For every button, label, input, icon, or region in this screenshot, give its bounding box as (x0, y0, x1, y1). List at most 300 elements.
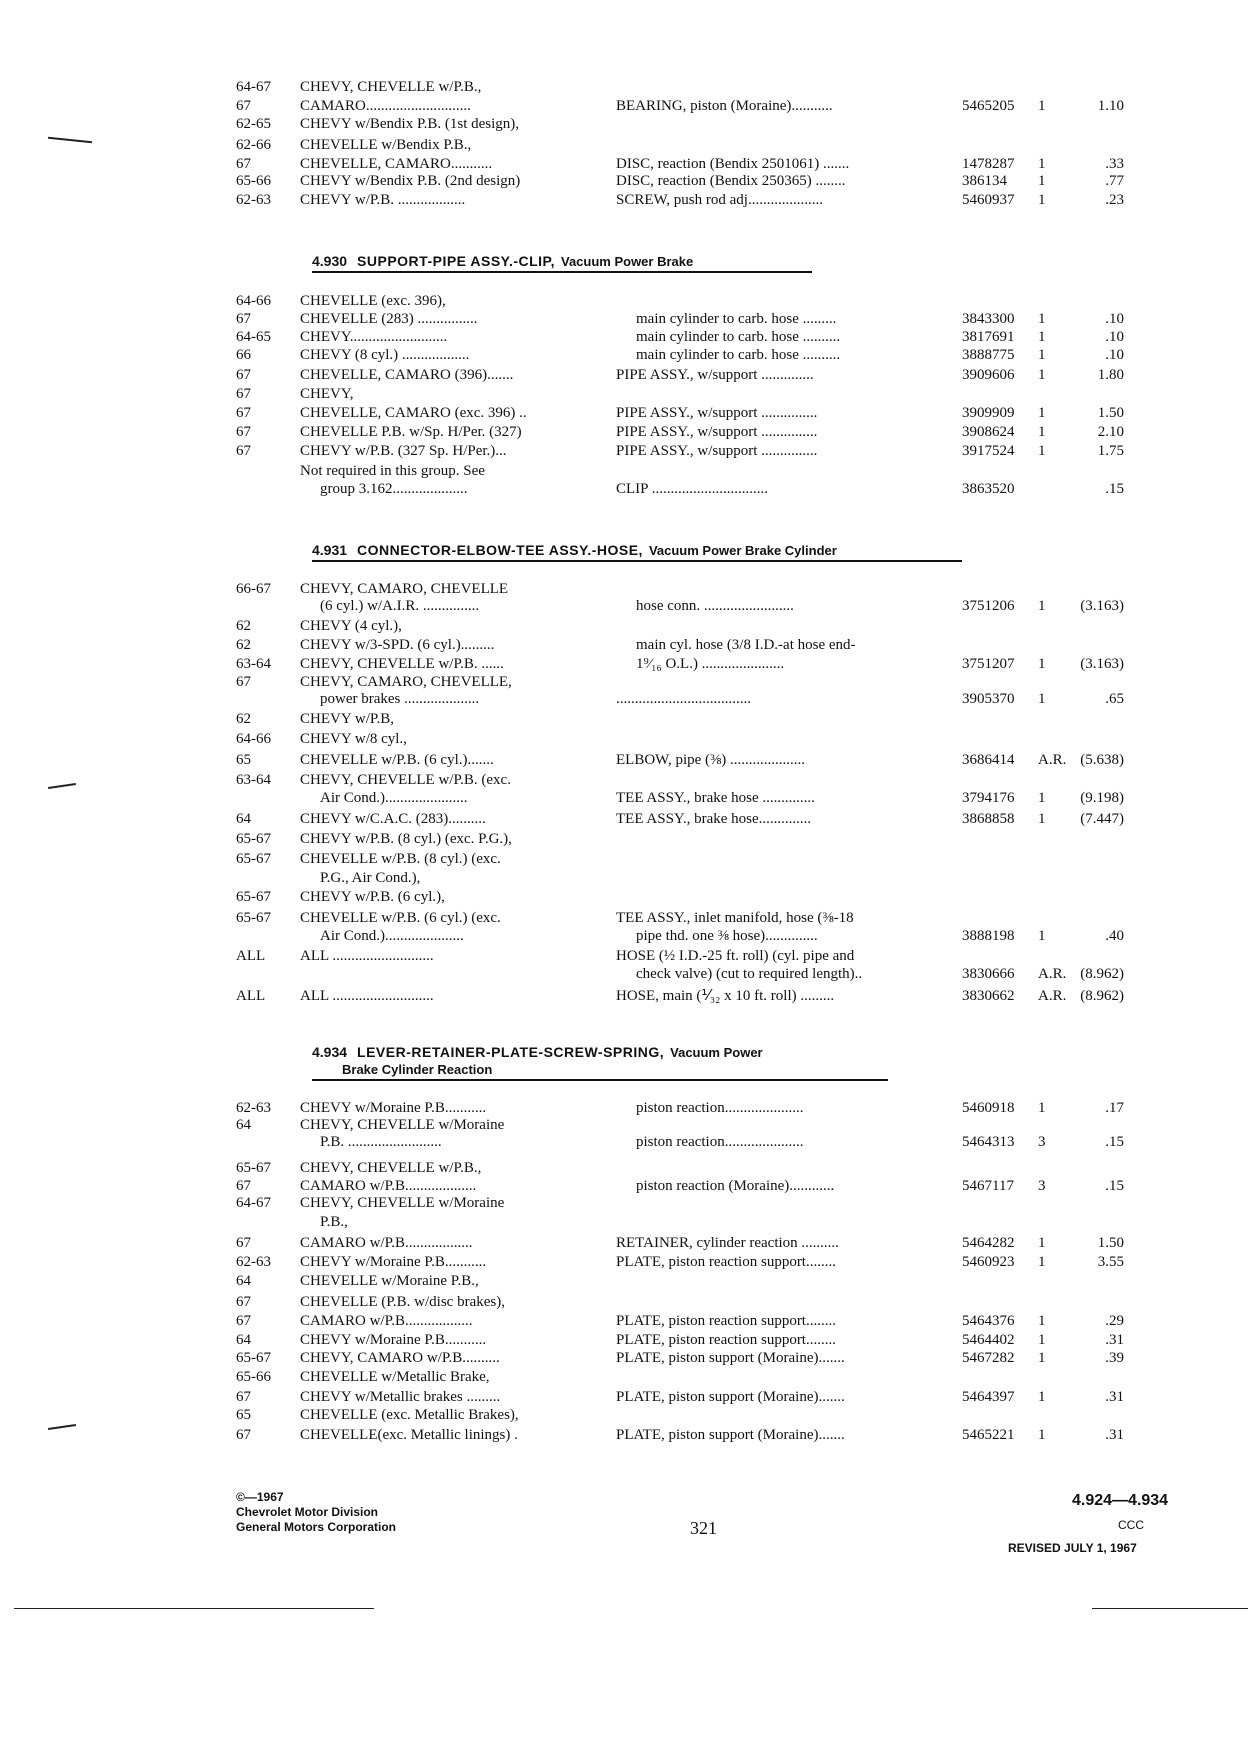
model-year: 62 (236, 637, 251, 653)
table-row (0, 462, 1248, 480)
model-application: CHEVY, CHEVELLE w/Moraine (300, 1117, 505, 1133)
price: 1.50 (1097, 1235, 1124, 1251)
model-application: CAMARO............................ (300, 98, 471, 114)
model-application: CHEVELLE, CAMARO (396)....... (300, 367, 514, 383)
bottom-rule-left (14, 1608, 374, 1609)
model-year: 64 (236, 1332, 251, 1348)
price: .65 (1105, 691, 1124, 707)
model-application: CHEVY w/P.B. (327 Sp. H/Per.)... (300, 443, 507, 459)
price: 1.75 (1097, 443, 1124, 459)
quantity: 3 (1038, 1134, 1046, 1150)
model-application: CHEVY w/P.B. (8 cyl.) (exc. P.G.), (300, 831, 512, 847)
model-year: 65 (236, 752, 251, 768)
model-application: CHEVY, CHEVELLE w/P.B., (300, 1160, 482, 1176)
group-title: SUPPORT-PIPE ASSY.-CLIP, (357, 253, 555, 269)
price: (3.163) (1080, 656, 1124, 672)
quantity: 1 (1038, 1313, 1046, 1329)
quantity: 1 (1038, 928, 1046, 944)
part-description: .................................... (616, 691, 751, 707)
quantity: A.R. (1038, 988, 1067, 1004)
part-description: DISC, reaction (Bendix 250365) ........ (616, 173, 846, 189)
table-row (0, 78, 1248, 96)
model-application: Air Cond.)...................... (320, 790, 468, 806)
price: .15 (1105, 1178, 1124, 1194)
part-description: main cylinder to carb. hose .......... (636, 347, 841, 363)
group-header (312, 542, 837, 559)
table-row (0, 690, 1248, 708)
footer-division: Chevrolet Motor Division (236, 1505, 379, 1519)
model-application: CHEVY (8 cyl.) .................. (300, 347, 470, 363)
footer-copyright: ©—1967 (236, 1490, 284, 1504)
model-application: ALL ........................... (300, 988, 434, 1004)
model-year: 67 (236, 443, 251, 459)
part-description: main cyl. hose (3/8 I.D.-at hose end- (636, 637, 856, 653)
part-number: 5467282 (962, 1350, 1015, 1366)
model-application: CHEVELLE w/P.B. (6 cyl.) (exc. (300, 910, 501, 926)
price: .10 (1105, 311, 1124, 327)
group-number: 4.930 (312, 253, 348, 269)
model-year: ALL (236, 948, 266, 964)
part-number: 1478287 (962, 156, 1015, 172)
price: (8.962) (1080, 966, 1124, 982)
table-row (0, 636, 1248, 654)
quantity: 1 (1038, 405, 1046, 421)
table-row (0, 1312, 1248, 1330)
part-number: 3817691 (962, 329, 1015, 345)
model-year: ALL (236, 988, 266, 1004)
part-description: TEE ASSY., brake hose.............. (616, 811, 812, 827)
part-description: DISC, reaction (Bendix 2501061) ....... (616, 156, 850, 172)
price: .39 (1105, 1350, 1124, 1366)
quantity: 3 (1038, 1178, 1046, 1194)
part-number: 3908624 (962, 424, 1015, 440)
table-row (0, 1194, 1248, 1212)
model-application: CHEVELLE, CAMARO........... (300, 156, 493, 172)
table-row (0, 810, 1248, 828)
model-application: CHEVY w/Moraine P.B........... (300, 1254, 487, 1270)
part-number: 386134 (962, 173, 1007, 189)
part-number: 5460923 (962, 1254, 1015, 1270)
model-year: 65-67 (236, 910, 271, 926)
price: 1.10 (1097, 98, 1124, 114)
model-application: CHEVELLE (P.B. w/disc brakes), (300, 1294, 505, 1310)
table-row (0, 1133, 1248, 1151)
model-year: 65-67 (236, 889, 271, 905)
part-number: 5467117 (962, 1178, 1014, 1194)
model-application: group 3.162.................... (320, 481, 468, 497)
part-description: PLATE, piston support (Moraine)....... (616, 1350, 845, 1366)
table-row (0, 442, 1248, 460)
quantity: A.R. (1038, 966, 1067, 982)
group-range: 4.924—4.934 (1072, 1492, 1169, 1509)
model-application: P.B. ......................... (320, 1134, 442, 1150)
part-number: 5464402 (962, 1332, 1015, 1348)
quantity: 1 (1038, 156, 1046, 172)
price: .15 (1105, 1134, 1124, 1150)
model-application: P.G., Air Cond.), (320, 870, 421, 886)
part-description: RETAINER, cylinder reaction .......... (616, 1235, 839, 1251)
table-row (0, 1368, 1248, 1386)
quantity: A.R. (1038, 752, 1067, 768)
group-title: LEVER-RETAINER-PLATE-SCREW-SPRING, (357, 1044, 665, 1060)
part-description: PLATE, piston reaction support........ (616, 1254, 836, 1270)
quantity: 1 (1038, 1350, 1046, 1366)
price: (9.198) (1080, 790, 1124, 806)
table-row (0, 580, 1248, 598)
model-year: 62 (236, 711, 251, 727)
part-number: 3909606 (962, 367, 1015, 383)
model-application: CHEVY, (300, 386, 354, 402)
group-number: 4.934 (312, 1044, 348, 1060)
model-application: CHEVELLE P.B. w/Sp. H/Per. (327) (300, 424, 522, 440)
quantity: 1 (1038, 1235, 1046, 1251)
table-row (0, 987, 1248, 1005)
price: 1.80 (1097, 367, 1124, 383)
price: 3.55 (1097, 1254, 1124, 1270)
model-application: CHEVY w/C.A.C. (283).......... (300, 811, 486, 827)
quantity: 1 (1038, 1427, 1046, 1443)
group-header (312, 1044, 763, 1078)
group-header-underline (312, 271, 812, 273)
part-description: PIPE ASSY., w/support ............... (616, 424, 818, 440)
model-year: 67 (236, 311, 251, 327)
model-year: 67 (236, 156, 251, 172)
part-description: PLATE, piston support (Moraine)....... (616, 1389, 845, 1405)
part-description: main cylinder to carb. hose ......... (636, 311, 837, 327)
model-application: CHEVY, CHEVELLE w/P.B. (exc. (300, 772, 511, 788)
part-number: 3830666 (962, 966, 1015, 982)
table-row (0, 1213, 1248, 1231)
model-year: 67 (236, 1178, 251, 1194)
quantity: 1 (1038, 367, 1046, 383)
table-row (0, 155, 1248, 173)
quantity: 1 (1038, 598, 1046, 614)
quantity: 1 (1038, 329, 1046, 345)
model-application: ALL ........................... (300, 948, 434, 964)
price: .29 (1105, 1313, 1124, 1329)
group-header-underline (312, 1079, 888, 1081)
quantity: 1 (1038, 1254, 1046, 1270)
model-application: CHEVY w/Moraine P.B........... (300, 1100, 487, 1116)
model-year: 64-66 (236, 731, 271, 747)
model-application: CHEVY, CHEVELLE w/P.B. ...... (300, 656, 504, 672)
model-application: CHEVY w/P.B. (6 cyl.), (300, 889, 445, 905)
model-year: 64-65 (236, 329, 271, 345)
model-application: power brakes .................... (320, 691, 480, 707)
model-application: CHEVY w/3-SPD. (6 cyl.)......... (300, 637, 495, 653)
model-application: CHEVELLE, CAMARO (exc. 396) .. (300, 405, 527, 421)
part-number: 5460918 (962, 1100, 1015, 1116)
model-application: CAMARO w/P.B.................. (300, 1313, 473, 1329)
part-number: 3863520 (962, 481, 1015, 497)
model-application: CHEVY, CAMARO, CHEVELLE (300, 581, 509, 597)
quantity: 1 (1038, 347, 1046, 363)
quantity: 1 (1038, 192, 1046, 208)
group-subtitle: Vacuum Power Brake (560, 254, 694, 269)
table-row (0, 965, 1248, 983)
price: .40 (1105, 928, 1124, 944)
price: .23 (1105, 192, 1124, 208)
model-application: CHEVY, CAMARO w/P.B.......... (300, 1350, 500, 1366)
part-description: SCREW, push rod adj.................... (616, 192, 823, 208)
footer-code: CCC (1118, 1518, 1144, 1532)
table-row (0, 830, 1248, 848)
model-application: CHEVY.......................... (300, 329, 448, 345)
quantity: 1 (1038, 443, 1046, 459)
price: .77 (1105, 173, 1124, 189)
part-number: 3751207 (962, 656, 1015, 672)
table-row (0, 751, 1248, 769)
table-row (0, 1426, 1248, 1444)
part-description: PLATE, piston reaction support........ (616, 1313, 836, 1329)
model-application: Air Cond.)..................... (320, 928, 464, 944)
model-year: 65-67 (236, 1350, 271, 1366)
group-header (312, 253, 693, 270)
model-application: CAMARO w/P.B.................. (300, 1235, 473, 1251)
table-row (0, 328, 1248, 346)
table-row (0, 1234, 1248, 1252)
part-number: 5465221 (962, 1427, 1015, 1443)
table-row (0, 1177, 1248, 1195)
model-year: 67 (236, 405, 251, 421)
part-number: 5464282 (962, 1235, 1015, 1251)
model-year: 62-63 (236, 1254, 271, 1270)
part-number: 3905370 (962, 691, 1015, 707)
model-year: 67 (236, 424, 251, 440)
model-year: 65-66 (236, 173, 271, 189)
price: (7.447) (1080, 811, 1124, 827)
model-year: 62-66 (236, 137, 271, 153)
model-year: 65-67 (236, 831, 271, 847)
table-row (0, 115, 1248, 133)
model-application: CHEVELLE (283) ................ (300, 311, 478, 327)
table-row (0, 710, 1248, 728)
model-application: CHEVY w/Bendix P.B. (2nd design) (300, 173, 521, 189)
group-title: CONNECTOR-ELBOW-TEE ASSY.-HOSE, (357, 542, 643, 558)
model-application: CHEVY w/Metallic brakes ......... (300, 1389, 501, 1405)
quantity: 1 (1038, 656, 1046, 672)
model-application: CHEVY w/8 cyl., (300, 731, 407, 747)
table-row (0, 927, 1248, 945)
model-year: 67 (236, 1427, 251, 1443)
part-description: main cylinder to carb. hose .......... (636, 329, 841, 345)
table-row (0, 617, 1248, 635)
model-year: 64-67 (236, 1195, 271, 1211)
table-row (0, 869, 1248, 887)
price: (8.962) (1080, 988, 1124, 1004)
model-year: 66-67 (236, 581, 271, 597)
group-number: 4.931 (312, 542, 348, 558)
part-number: 5464313 (962, 1134, 1015, 1150)
model-year: 65-66 (236, 1369, 271, 1385)
table-row (0, 191, 1248, 209)
model-year: 63-64 (236, 772, 271, 788)
part-description: HOSE (½ I.D.-25 ft. roll) (cyl. pipe and (616, 948, 855, 964)
model-year: 64-67 (236, 79, 271, 95)
model-year: 67 (236, 1294, 251, 1310)
model-application: CHEVY, CHEVELLE w/Moraine (300, 1195, 505, 1211)
table-row (0, 1331, 1248, 1349)
model-year: 65-67 (236, 1160, 271, 1176)
table-row (0, 730, 1248, 748)
part-description: PLATE, piston reaction support........ (616, 1332, 836, 1348)
table-row (0, 292, 1248, 310)
part-number: 3888775 (962, 347, 1015, 363)
part-description: pipe thd. one ⅜ hose).............. (636, 928, 818, 944)
model-application: CAMARO w/P.B................... (300, 1178, 477, 1194)
table-row (0, 673, 1248, 691)
part-number: 5460937 (962, 192, 1015, 208)
part-description: PIPE ASSY., w/support ............... (616, 405, 818, 421)
table-row (0, 346, 1248, 364)
price: 1.50 (1097, 405, 1124, 421)
model-application: CHEVY, CHEVELLE w/P.B., (300, 79, 482, 95)
model-year: 65-67 (236, 851, 271, 867)
model-year: 64 (236, 811, 251, 827)
group-header-underline (312, 560, 962, 562)
price: .15 (1105, 481, 1124, 497)
part-description: piston reaction (Moraine)............ (636, 1178, 835, 1194)
part-number: 3888198 (962, 928, 1015, 944)
model-application: CHEVELLE w/P.B. (8 cyl.) (exc. (300, 851, 501, 867)
model-application: CHEVELLE w/Moraine P.B., (300, 1273, 479, 1289)
part-description: 1⁹⁄₁₆ O.L.) ...................... (636, 656, 785, 672)
footer-corporation: General Motors Corporation (236, 1520, 397, 1534)
part-description: BEARING, piston (Moraine)........... (616, 98, 833, 114)
model-application: CHEVY w/Bendix P.B. (1st design), (300, 116, 520, 132)
revised-date: REVISED JULY 1, 1967 (1008, 1541, 1137, 1555)
table-row (0, 1388, 1248, 1406)
table-row (0, 947, 1248, 965)
table-row (0, 423, 1248, 441)
model-year: 65 (236, 1407, 251, 1423)
table-row (0, 771, 1248, 789)
model-application: CHEVELLE (exc. 396), (300, 293, 446, 309)
table-row (0, 1406, 1248, 1424)
price: (3.163) (1080, 598, 1124, 614)
model-application: (6 cyl.) w/A.I.R. ............... (320, 598, 480, 614)
model-year: 64 (236, 1273, 251, 1289)
table-row (0, 136, 1248, 154)
model-year: 62 (236, 618, 251, 634)
part-description: PLATE, piston support (Moraine)....... (616, 1427, 845, 1443)
part-number: 3830662 (962, 988, 1015, 1004)
model-application: CHEVELLE w/P.B. (6 cyl.)....... (300, 752, 494, 768)
model-year: 67 (236, 98, 251, 114)
quantity: 1 (1038, 424, 1046, 440)
table-row (0, 909, 1248, 927)
model-application: CHEVY w/Moraine P.B........... (300, 1332, 487, 1348)
quantity: 1 (1038, 1332, 1046, 1348)
part-number: 3794176 (962, 790, 1015, 806)
quantity: 1 (1038, 98, 1046, 114)
model-year: 67 (236, 367, 251, 383)
part-description: TEE ASSY., inlet manifold, hose (⅜-18 (616, 910, 854, 926)
table-row (0, 850, 1248, 868)
price: .33 (1105, 156, 1124, 172)
table-row (0, 97, 1248, 115)
part-number: 5464397 (962, 1389, 1015, 1405)
table-row (0, 789, 1248, 807)
part-number: 3917524 (962, 443, 1015, 459)
price: .31 (1105, 1389, 1124, 1405)
part-description: PIPE ASSY., w/support .............. (616, 367, 814, 383)
quantity: 1 (1038, 691, 1046, 707)
part-number: 5464376 (962, 1313, 1015, 1329)
part-number: 3843300 (962, 311, 1015, 327)
model-year: 62-63 (236, 192, 271, 208)
model-application: Not required in this group. See (300, 463, 485, 479)
model-year: 62-65 (236, 116, 271, 132)
model-year: 64-66 (236, 293, 271, 309)
part-number: 3686414 (962, 752, 1015, 768)
table-row (0, 404, 1248, 422)
quantity: 1 (1038, 1100, 1046, 1116)
table-row (0, 1253, 1248, 1271)
model-application: CHEVELLE w/Bendix P.B., (300, 137, 472, 153)
part-description: check valve) (cut to required length).. (636, 966, 863, 982)
price: .31 (1105, 1427, 1124, 1443)
table-row (0, 366, 1248, 384)
price: .10 (1105, 347, 1124, 363)
model-year: 67 (236, 1313, 251, 1329)
table-row (0, 655, 1248, 673)
table-row (0, 172, 1248, 190)
part-description: CLIP ............................... (616, 481, 768, 497)
part-number: 3868858 (962, 811, 1015, 827)
quantity: 1 (1038, 173, 1046, 189)
page-number: 321 (690, 1518, 717, 1538)
table-row (0, 385, 1248, 403)
table-row (0, 1349, 1248, 1367)
model-year: 67 (236, 386, 251, 402)
price: .17 (1105, 1100, 1124, 1116)
model-year: 67 (236, 1235, 251, 1251)
part-number: 5465205 (962, 98, 1015, 114)
price: .10 (1105, 329, 1124, 345)
model-application: CHEVELLE w/Metallic Brake, (300, 1369, 490, 1385)
part-description: piston reaction..................... (636, 1134, 804, 1150)
table-row (0, 1116, 1248, 1134)
quantity: 1 (1038, 790, 1046, 806)
model-application: CHEVELLE(exc. Metallic linings) . (300, 1427, 518, 1443)
part-description: HOSE, main (⅟₃₂ x 10 ft. roll) ......... (616, 988, 835, 1004)
model-application: P.B., (320, 1214, 348, 1230)
model-year: 66 (236, 347, 251, 363)
model-application: CHEVY (4 cyl.), (300, 618, 402, 634)
model-year: 62-63 (236, 1100, 271, 1116)
table-row (0, 1272, 1248, 1290)
bottom-rule-right (1092, 1608, 1248, 1609)
part-description: piston reaction..................... (636, 1100, 804, 1116)
model-year: 67 (236, 1389, 251, 1405)
part-description: ELBOW, pipe (⅜) .................... (616, 752, 806, 768)
table-row (0, 1099, 1248, 1117)
table-row (0, 597, 1248, 615)
price: 2.10 (1097, 424, 1124, 440)
price: (5.638) (1080, 752, 1124, 768)
price: .31 (1105, 1332, 1124, 1348)
quantity: 1 (1038, 811, 1046, 827)
part-description: hose conn. ........................ (636, 598, 794, 614)
model-application: CHEVY w/P.B, (300, 711, 395, 727)
part-number: 3751206 (962, 598, 1015, 614)
table-row (0, 480, 1248, 498)
model-application: CHEVY w/P.B. .................. (300, 192, 466, 208)
quantity: 1 (1038, 1389, 1046, 1405)
group-subtitle-line2: Brake Cylinder Reaction (342, 1062, 493, 1077)
part-description: TEE ASSY., brake hose .............. (616, 790, 815, 806)
